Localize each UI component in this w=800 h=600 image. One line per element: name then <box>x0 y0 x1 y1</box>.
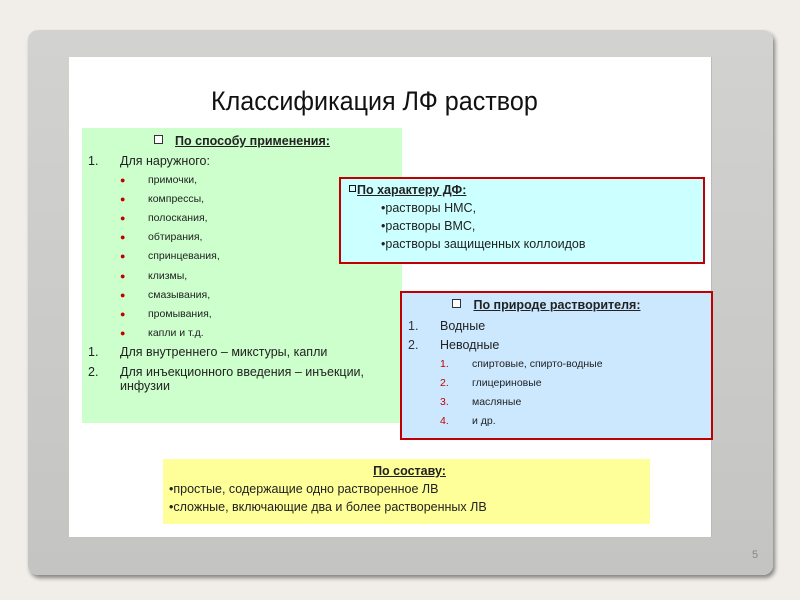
bullet-icon: ● <box>120 193 126 204</box>
solvent-heading: По природе растворителя: <box>402 298 711 312</box>
application-heading: По способу применения: <box>82 134 402 148</box>
list-item: ● смазывания, <box>120 288 211 301</box>
list-item: 2. Неводные <box>408 338 500 352</box>
composition-heading: По составу: <box>373 464 446 478</box>
bullet-icon: ● <box>120 232 126 243</box>
checkbox-square-icon <box>452 299 461 308</box>
list-item: ● обтирания, <box>120 231 203 244</box>
list-item: ● компрессы, <box>120 192 205 205</box>
bullet-icon: ● <box>120 251 126 262</box>
bullet-icon: ● <box>120 212 126 223</box>
solvent-box <box>400 291 713 440</box>
list-item: ● клизмы, <box>120 269 188 282</box>
dosage-form-box <box>339 177 705 264</box>
dosage-form-heading: По характеру ДФ: <box>349 183 703 197</box>
checkbox-square-icon <box>349 185 356 192</box>
list-item: •растворы защищенных коллоидов <box>381 237 586 251</box>
bullet-icon: ● <box>120 270 126 281</box>
list-item: •растворы ВМС, <box>381 219 476 233</box>
list-item: ● капли и т.д. <box>120 327 204 340</box>
nonaqueous-list <box>440 354 711 431</box>
bullet-icon: ● <box>120 308 126 319</box>
list-item: 4. и др. <box>440 415 496 428</box>
slide-title: Классификация ЛФ раствор <box>211 86 538 116</box>
checkbox-square-icon <box>154 135 163 144</box>
list-item: •сложные, включающие два и более растворенных ЛВ <box>169 500 487 514</box>
list-item: •растворы НМС, <box>381 201 477 215</box>
page-number: 5 <box>752 549 759 561</box>
list-item: ● спринцевания, <box>120 250 220 263</box>
bullet-icon: ● <box>120 174 126 185</box>
list-item: 2. Для инъекционного введения – инъекции, <box>88 364 365 379</box>
bullet-icon: ● <box>120 328 126 339</box>
list-item-continuation: инфузии <box>120 378 170 393</box>
application-box <box>82 128 402 423</box>
list-item: 1. спиртовые, спирто-водные <box>440 357 603 370</box>
list-item: 1. Водные <box>408 319 486 333</box>
list-item: 1. Для наружного: <box>88 154 210 168</box>
list-item: ● полоскания, <box>120 211 208 224</box>
composition-box <box>163 459 650 524</box>
list-item: 3. масляные <box>440 395 522 408</box>
bullet-icon: ● <box>120 289 126 300</box>
list-item: ● примочки, <box>120 173 198 186</box>
list-item: ● промывания, <box>120 307 212 320</box>
list-item: 1. Для внутреннего – микстуры, капли <box>88 344 328 359</box>
list-item: •простые, содержащие одно растворенное ЛВ <box>169 482 439 496</box>
list-item: 2. глицериновые <box>440 376 542 389</box>
